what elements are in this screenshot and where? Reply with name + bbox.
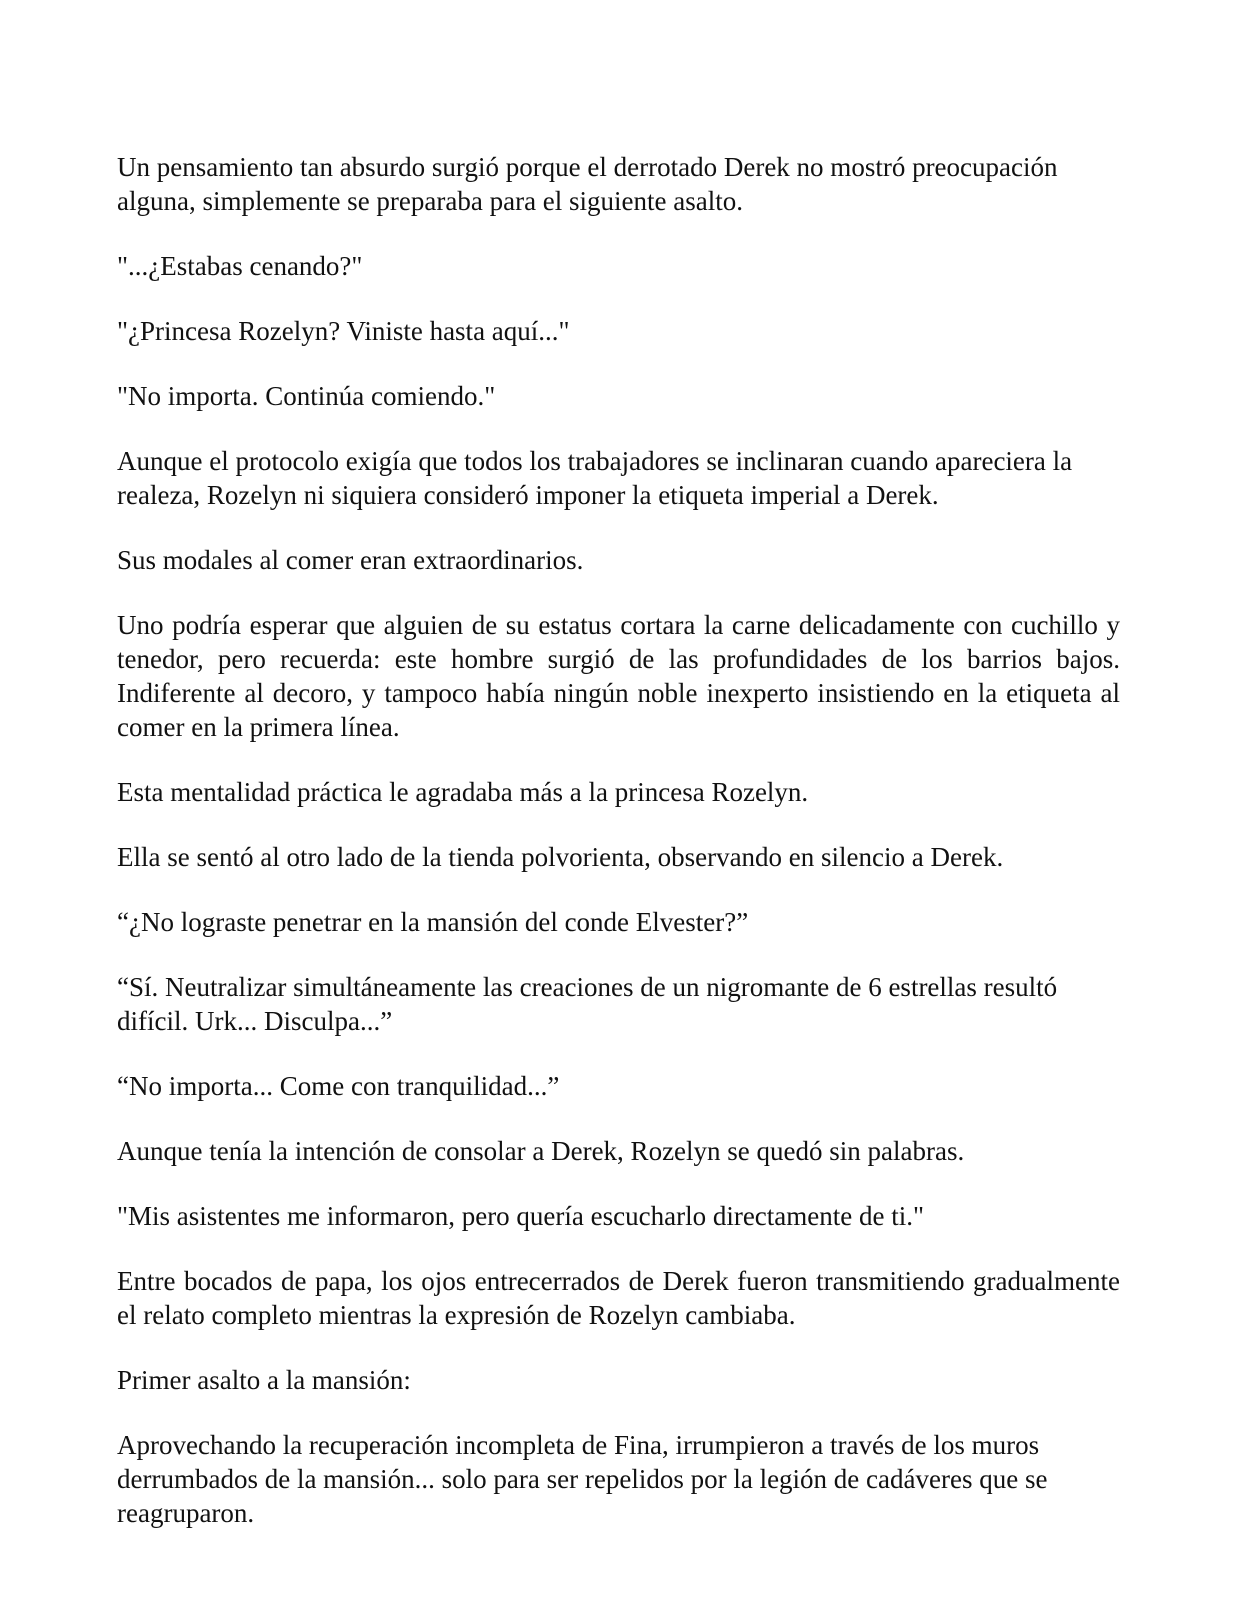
paragraph: "¿Princesa Rozelyn? Viniste hasta aquí..."	[117, 316, 570, 346]
paragraph: Aunque tenía la intención de consolar a Derek, Rozelyn se quedó sin palabras.	[117, 1136, 965, 1166]
paragraph: “No importa... Come con tranquilidad...”	[117, 1071, 560, 1101]
paragraph: "Mis asistentes me informaron, pero quería escucharlo directamente de ti."	[117, 1201, 925, 1231]
paragraph: Entre bocados de papa, los ojos entrecerrados de Derek fueron transmitiendo gradualmente el relato completo mientras la expresión de Rozelyn cambiaba.	[117, 1266, 1120, 1330]
paragraph: Esta mentalidad práctica le agradaba más a la princesa Rozelyn.	[117, 777, 809, 807]
paragraph: Sus modales al comer eran extraordinarios.	[117, 545, 584, 575]
paragraph: “¿No lograste penetrar en la mansión del conde Elvester?”	[117, 907, 749, 937]
paragraph: Un pensamiento tan absurdo surgió porque el derrotado Derek no mostró preocupación alguna, simplemente se preparaba para el siguiente asalto.	[117, 152, 1058, 216]
document-page	[117, 150, 1120, 1561]
paragraph: "No importa. Continúa comiendo."	[117, 381, 496, 411]
paragraph: Aunque el protocolo exigía que todos los trabajadores se inclinaran cuando apareciera la realeza, Rozelyn ni siquiera consideró imponer la etiqueta imperial a Derek.	[117, 446, 1073, 510]
paragraph: Aprovechando la recuperación incompleta de Fina, irrumpieron a través de los muros derrumbados de la mansión... solo para ser repelidos por la legión de cadáveres que se reagruparon.	[117, 1430, 1048, 1528]
paragraph: Primer asalto a la mansión:	[117, 1365, 411, 1395]
paragraph: “Sí. Neutralizar simultáneamente las creaciones de un nigromante de 6 estrellas resultó difícil. Urk... Disculpa...”	[117, 972, 1058, 1036]
paragraph: "...¿Estabas cenando?"	[117, 251, 363, 281]
paragraph: Ella se sentó al otro lado de la tienda polvorienta, observando en silencio a Derek.	[117, 842, 1004, 872]
paragraph: Uno podría esperar que alguien de su estatus cortara la carne delicadamente con cuchillo y tenedor, pero recuerda: este hombre surgió de las profundidades de los barrios bajos. Indiferente al decoro, y tampoco había ningún noble inexperto insistiendo en la etiqueta al comer en la primera línea.	[117, 610, 1120, 742]
